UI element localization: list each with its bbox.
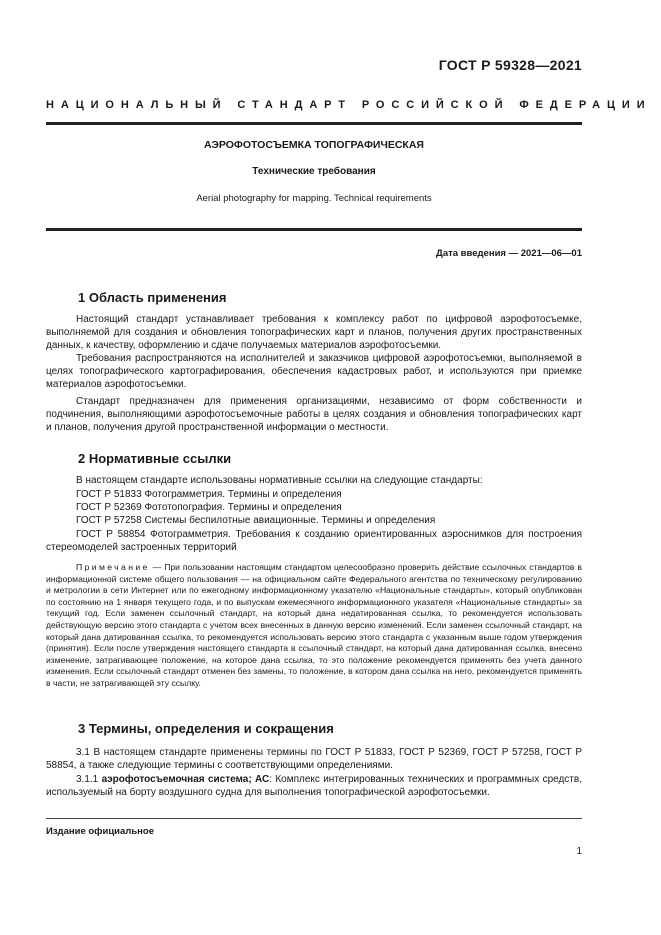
references-note (46, 562, 582, 690)
document-title-english: Aerial photography for mapping. Technical requirements (196, 193, 432, 204)
references-intro: В настоящем стандарте использованы нормативные ссылки на следующие стандарты: (76, 475, 483, 486)
gost-number: ГОСТ Р 59328—2021 (438, 57, 582, 73)
document-title: АЭРОФОТОСЪЕМКА ТОПОГРАФИЧЕСКАЯ (204, 139, 424, 151)
section-1-heading: 1 Область применения (78, 290, 227, 305)
reference-item: ГОСТ Р 57258 Системы беспилотные авиационные. Термины и определения (76, 515, 436, 526)
section-2-heading: 2 Нормативные ссылки (78, 451, 232, 466)
section-3-1-1-paragraph (46, 773, 582, 799)
document-subtitle: Технические требования (252, 166, 376, 177)
section-3-1-paragraph: 3.1 В настоящем стандарте применены термины по ГОСТ Р 51833, ГОСТ Р 52369, ГОСТ Р 57258, ГОСТ Р 58854, а также следующие термины с соответствующими определениями. (46, 747, 582, 771)
note-text: — При пользовании настоящим стандартом целесообразно проверить действие ссылочных стандартов в информационной системе общего пользования — на официальном сайте Федерального агентства по техническому регулированию и метрологии в сети Интернет или по ежегодному информационному указателю «Национальные стандарты», который опубликован по состоянию на 1 января текущего года, и по выпускам ежемесячного информационного указателя «Национальные стандарты» за текущий год. Если заменен ссылочный стандарт, на который дана недатированная ссылка, то рекомендуется использовать действующую версию этого стандарта с учетом всех внесенных в данную версию изменений. Если заменен ссылочный стандарт, на который дана датированная ссылка, то рекомендуется использовать версию этого стандарта с указанным выше годом утверждения (принятия). Если после утверждения настоящего стандарта в ссылочный стандарт, на который дана датированная ссылка, внесено изменение, затрагивающее положение, на которое дана ссылка, то это положение рекомендуется применять без учета данного изменения. Если ссылочный стандарт отменен без замены, то положение, в котором дана ссылка на него, рекомендуется применять в части, не затрагивающей эту ссылку. (46, 562, 582, 688)
introduction-date: Дата введения — 2021—06—01 (436, 248, 582, 259)
official-edition-label: Издание официальное (46, 826, 154, 837)
term-number: 3.1.1 (76, 774, 102, 785)
section-3-heading: 3 Термины, определения и сокращения (78, 721, 334, 736)
title-bottom-rule (46, 228, 582, 231)
reference-item: ГОСТ Р 52369 Фототопография. Термины и определения (76, 502, 342, 513)
section-1-paragraph: Стандарт предназначен для применения организациями, независимо от форм собственности и подчинения, выполняющими аэрофотосъемочные работы в целях создания и обновления топографических карт и планов, получения другой пространственной информации о местности. (46, 396, 582, 433)
top-rule (46, 122, 582, 125)
reference-item: ГОСТ Р 58854 Фотограмметрия. Требования к созданию ориентированных аэроснимков для построения стереомоделей застроенных территорий (46, 529, 582, 553)
section-1-paragraph: Настоящий стандарт устанавливает требования к комплексу работ по цифровой аэрофотосъемке, выполняемой для создания и обновления топографических карт и планов, получения других пространственных данных, к качеству, оформлению и сдаче получаемых материалов аэрофотосъемки. (46, 314, 582, 351)
national-standard-title: НАЦИОНАЛЬНЫЙ СТАНДАРТ РОССИЙСКОЙ ФЕДЕРАЦИИ (46, 99, 652, 111)
page-number: 1 (576, 846, 582, 857)
term-definition: : Комплекс интегрированных технических и программных средств, используемый на борту воздушного судна для выполнения топографической аэрофотосъемки. (46, 774, 582, 798)
section-1-paragraph: Требования распространяются на исполнителей и заказчиков цифровой аэрофотосъемки, выполняемой в целях топографического картографирования, обеспечения кадастровых работ, и используются при приемке материалов аэрофотосъемки. (46, 353, 582, 390)
reference-item: ГОСТ Р 51833 Фотограмметрия. Термины и определения (76, 489, 342, 500)
footer-rule (46, 818, 582, 819)
note-label: Примечание (76, 562, 150, 572)
term-name: аэрофотосъемочная система; АС (101, 774, 270, 785)
